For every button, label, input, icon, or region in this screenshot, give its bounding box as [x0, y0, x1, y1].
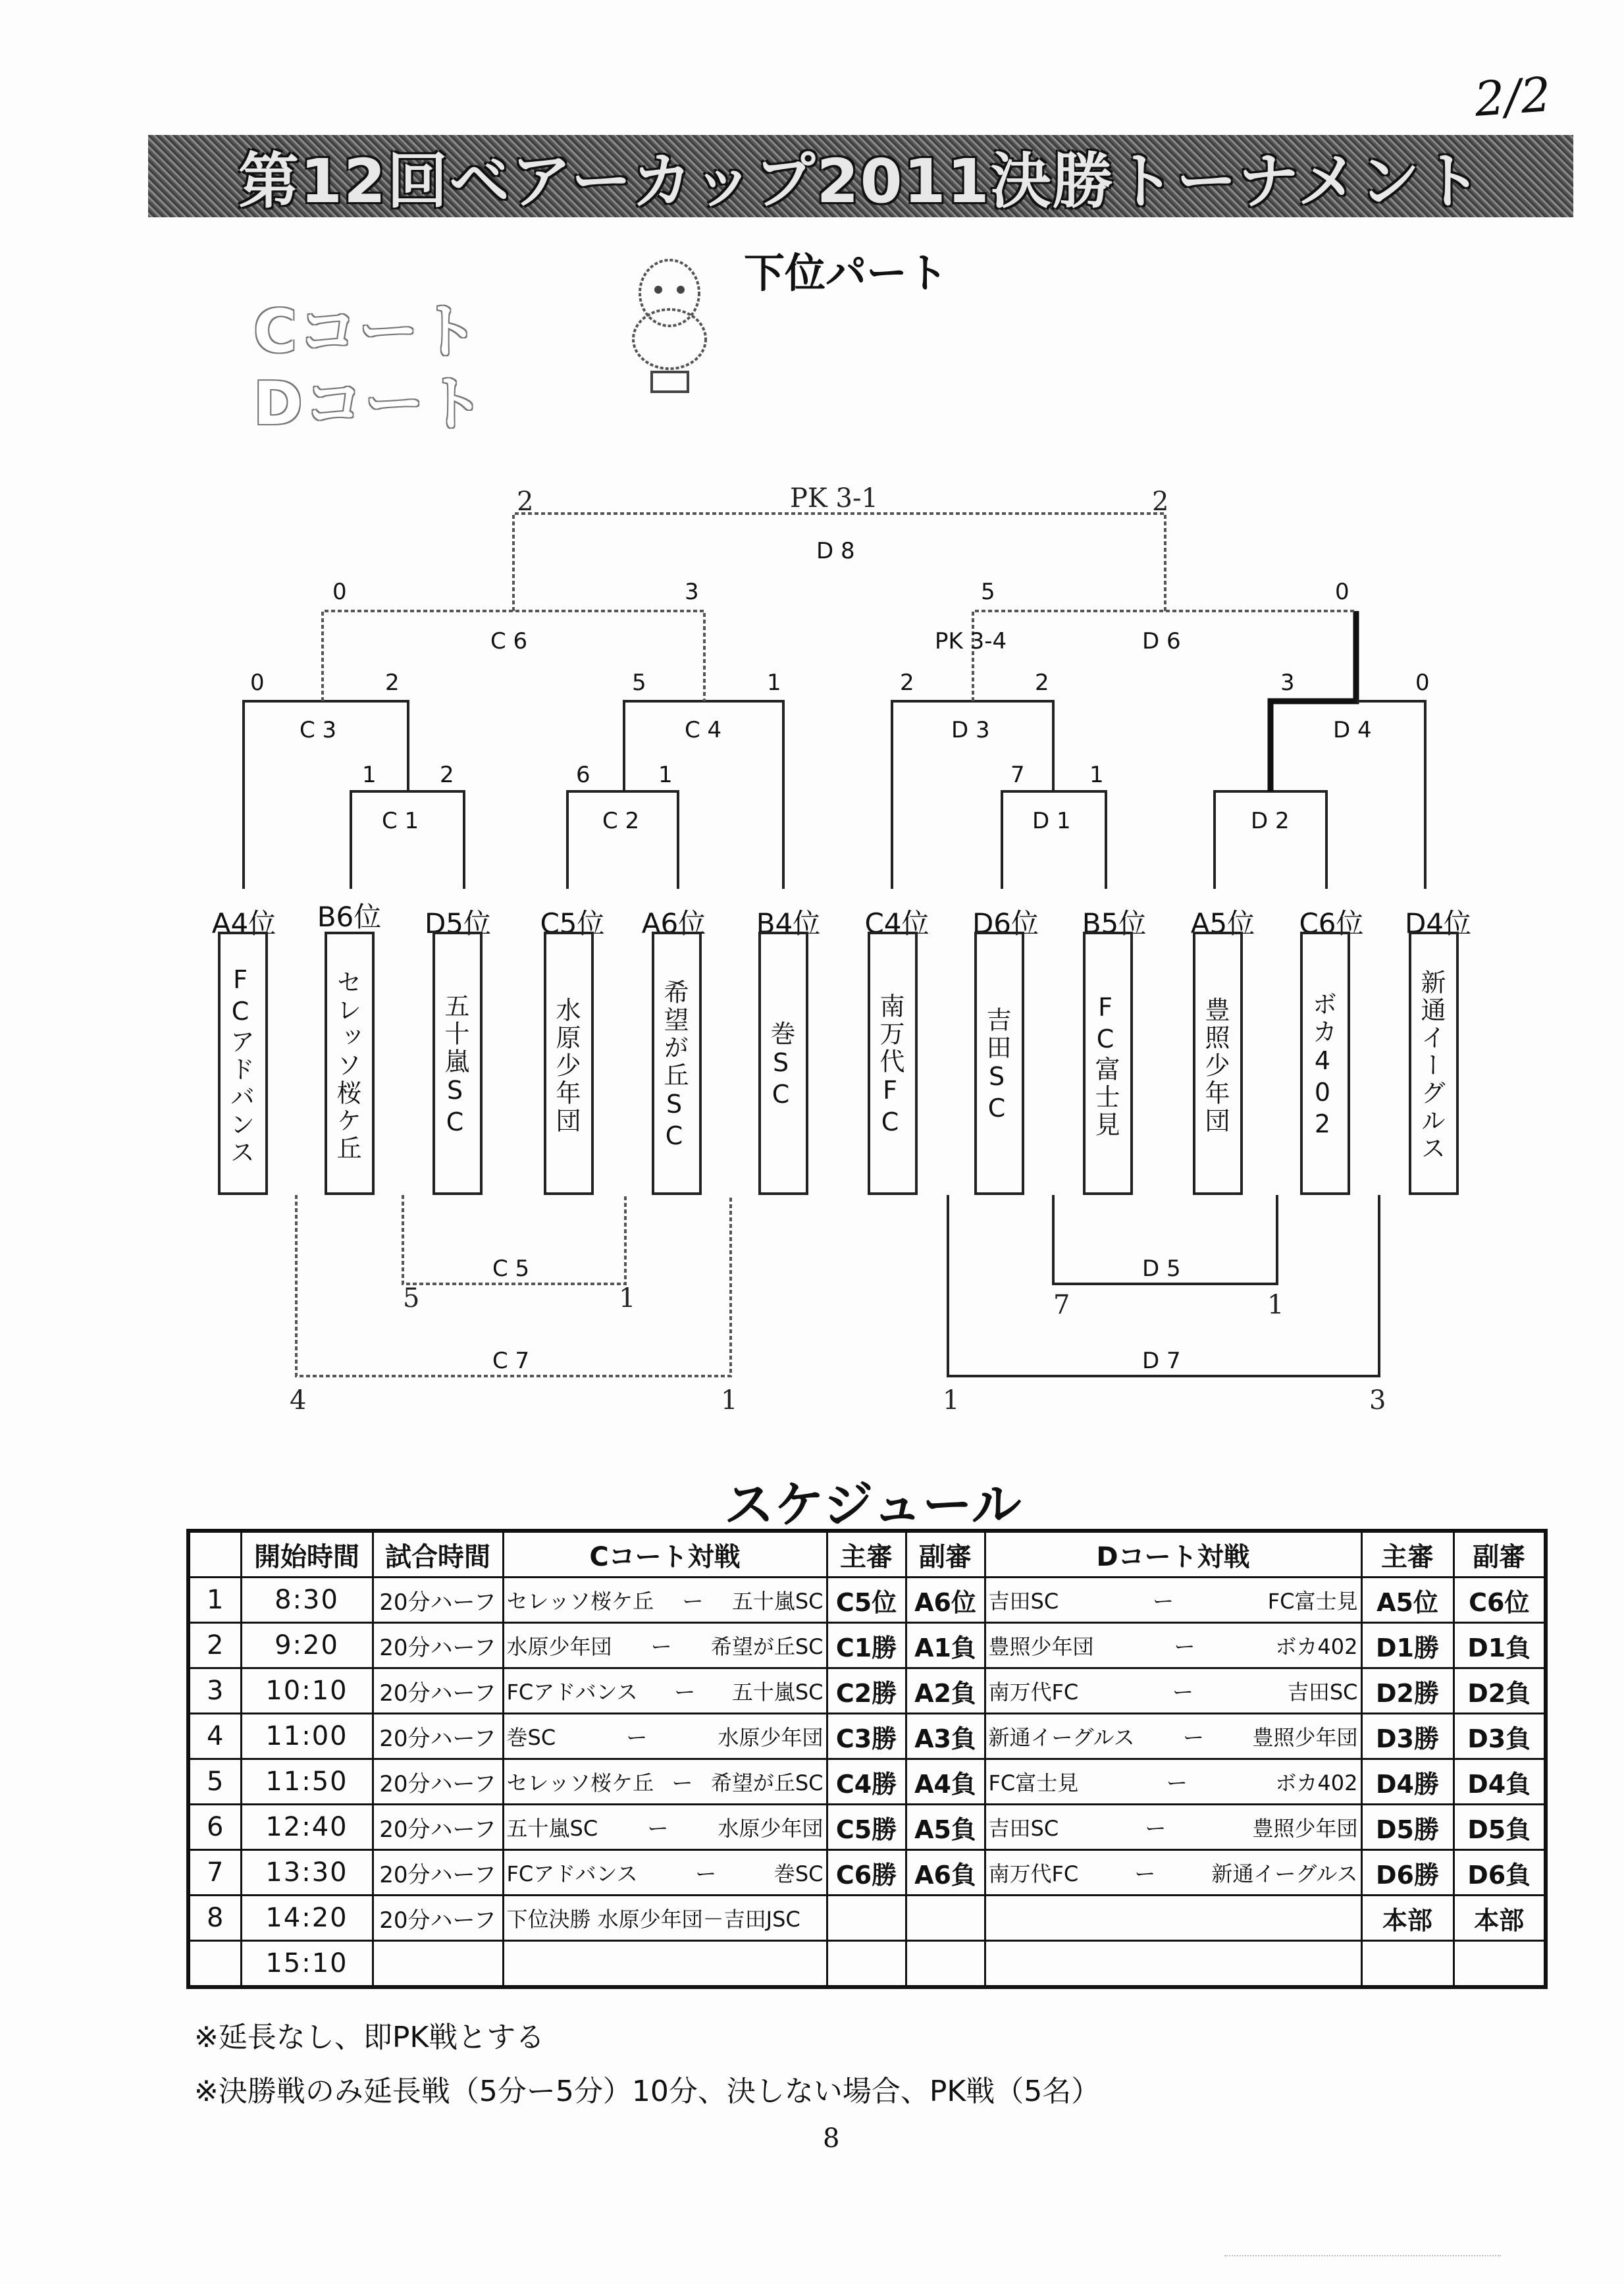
score-c1-right: 2 [440, 762, 454, 788]
team-name: 南万代FC [868, 932, 918, 1195]
d-home-team: 吉田SC [988, 1816, 1059, 1841]
schedule-title: スケジュール [724, 1475, 1022, 1534]
row-c-assistant [906, 1896, 985, 1941]
d-separator: ー [1134, 1861, 1156, 1886]
row-number: 7 [188, 1850, 241, 1896]
team-name: ボカ402 [1300, 932, 1350, 1195]
team-rank: C4位 [864, 907, 930, 940]
header-no [188, 1531, 241, 1578]
bracket-d1 [1002, 791, 1106, 889]
bracket-c6 [323, 611, 704, 701]
team-name: 新通イーグルス [1409, 932, 1459, 1195]
c-home-team: セレッソ桜ケ丘 [506, 1589, 654, 1614]
d-home-team: 吉田SC [988, 1589, 1059, 1614]
c-separator: ー [695, 1861, 717, 1886]
d-home-team: FC富士見 [988, 1770, 1079, 1795]
note-final-extension: ※決勝戦のみ延長戦（5分ー5分）10分、決しない場合、PK戦（5名） [194, 2075, 1101, 2108]
row-d-match [985, 1759, 1361, 1805]
row-format: 20分ハーフ [373, 1668, 503, 1714]
scan-edge-mark [1224, 2255, 1501, 2276]
team-name: 吉田SC [974, 932, 1024, 1195]
c-away-team: 五十嵐SC [731, 1589, 824, 1614]
team-name: 豊照少年団 [1193, 932, 1243, 1195]
header-referee: 主審 [827, 1531, 906, 1578]
row-d-referee: D2勝 [1361, 1668, 1454, 1714]
row-c-referee: C5位 [827, 1578, 906, 1623]
score-c7-right: 1 [721, 1385, 738, 1416]
score-c2-left: 6 [576, 762, 590, 788]
row-d-assistant: D4負 [1454, 1759, 1546, 1805]
row-format: 20分ハーフ [373, 1578, 503, 1623]
c-separator: ー [674, 1680, 696, 1705]
row-c-referee: C6勝 [827, 1850, 906, 1896]
c-away-team: 希望が丘SC [710, 1634, 824, 1659]
table-row [188, 1578, 1546, 1623]
row-d-assistant [1454, 1941, 1546, 1988]
row-d-referee: D5勝 [1361, 1805, 1454, 1850]
c-separator: ー [671, 1770, 693, 1795]
row-c-referee: C1勝 [827, 1623, 906, 1668]
row-number: 2 [188, 1623, 241, 1668]
row-number: 5 [188, 1759, 241, 1805]
table-row [188, 1759, 1546, 1805]
row-c-referee [827, 1896, 906, 1941]
table-row [188, 1805, 1546, 1850]
bracket-d4 [1270, 611, 1356, 791]
row-d-assistant: D6負 [1454, 1850, 1546, 1896]
c-home-team: 水原少年団 [506, 1634, 612, 1659]
score-d1-left: 7 [1010, 762, 1025, 788]
d-home-team: 豊照少年団 [988, 1634, 1094, 1659]
score-d1-right: 1 [1089, 762, 1104, 788]
score-c1-left: 1 [362, 762, 377, 788]
bracket-d6 [973, 611, 1356, 701]
label-d1: D 1 [1032, 808, 1071, 834]
row-c-match [503, 1896, 827, 1941]
row-format: 20分ハーフ [373, 1850, 503, 1896]
row-d-referee: D1勝 [1361, 1623, 1454, 1668]
pk-d6: PK 3-4 [935, 628, 1007, 654]
row-c-assistant: A6位 [906, 1578, 985, 1623]
row-format: 20分ハーフ [373, 1759, 503, 1805]
label-d4: D 4 [1333, 717, 1372, 743]
d-separator: ー [1183, 1725, 1205, 1750]
row-start-time: 8:30 [241, 1578, 373, 1623]
team-rank: D4位 [1404, 907, 1472, 940]
score-c3-right: 2 [385, 670, 400, 696]
score-d7-left: 1 [943, 1385, 960, 1416]
header-match-time: 試合時間 [373, 1531, 503, 1578]
d-home-team: 新通イーグルス [988, 1725, 1135, 1750]
score-d7-right: 3 [1369, 1385, 1386, 1416]
c-home-team: FCアドバンス [506, 1861, 638, 1886]
score-d8-left: 2 [517, 487, 534, 517]
d-away-team: ボカ402 [1275, 1634, 1358, 1659]
table-row [188, 1850, 1546, 1896]
label-d3: D 3 [951, 717, 990, 743]
team-rank: C5位 [540, 907, 605, 940]
team-rank: A6位 [641, 907, 706, 940]
score-c6-left: 0 [332, 579, 347, 605]
label-c6: C 6 [490, 628, 528, 654]
page-number: 8 [823, 2123, 840, 2154]
d-separator: ー [1145, 1816, 1166, 1841]
table-row [188, 1668, 1546, 1714]
row-number: 1 [188, 1578, 241, 1623]
row-d-match [985, 1941, 1361, 1988]
team-rank: B4位 [756, 907, 821, 940]
table-row [188, 1896, 1546, 1941]
row-c-assistant: A6負 [906, 1850, 985, 1896]
row-c-assistant: A5負 [906, 1805, 985, 1850]
team-name: FCアドバンス [218, 932, 268, 1195]
team-rank: D6位 [972, 907, 1039, 940]
header-assistant: 副審 [906, 1531, 985, 1578]
score-c6-right: 3 [685, 579, 699, 605]
d-separator: ー [1174, 1634, 1195, 1659]
row-c-referee: C4勝 [827, 1759, 906, 1805]
table-header-row [188, 1531, 1546, 1578]
row-c-referee: C2勝 [827, 1668, 906, 1714]
c-home-team: 下位決勝 水原少年団－吉田JSC [506, 1907, 800, 1932]
team-rank: A4位 [211, 907, 276, 940]
score-c2-right: 1 [658, 762, 673, 788]
label-c1: C 1 [382, 808, 419, 834]
row-start-time: 11:50 [241, 1759, 373, 1805]
row-number: 6 [188, 1805, 241, 1850]
row-start-time: 9:20 [241, 1623, 373, 1668]
court-c-label: Cコート [253, 297, 481, 366]
c-separator: ー [682, 1589, 704, 1614]
row-c-referee [827, 1941, 906, 1988]
row-start-time: 15:10 [241, 1941, 373, 1988]
c-home-team: FCアドバンス [506, 1680, 638, 1705]
c-away-team: 希望が丘SC [710, 1770, 824, 1795]
page-title: 第12回ベアーカップ2011決勝トーナメント [238, 146, 1483, 217]
score-c5-right: 1 [619, 1283, 636, 1314]
row-c-match [503, 1668, 827, 1714]
c-away-team: 五十嵐SC [731, 1680, 824, 1705]
team-name: 巻SC [758, 932, 808, 1195]
bracket-c1 [351, 791, 464, 889]
score-d5-right: 1 [1267, 1290, 1284, 1320]
header-start-time: 開始時間 [241, 1531, 373, 1578]
team-name: 水原少年団 [544, 932, 594, 1195]
row-number: 4 [188, 1714, 241, 1759]
score-d8-right: 2 [1152, 487, 1169, 517]
label-c5: C 5 [492, 1256, 530, 1282]
score-d5-left: 7 [1053, 1290, 1070, 1320]
schedule-table [186, 1529, 1548, 1989]
row-d-assistant: D3負 [1454, 1714, 1546, 1759]
header-d-court: Dコート対戦 [985, 1531, 1361, 1578]
page-mark: 2/2 [1473, 66, 1553, 127]
schedule-body [188, 1578, 1546, 1988]
score-d3-right: 2 [1035, 670, 1049, 696]
d-away-team: 豊照少年団 [1252, 1816, 1358, 1841]
row-d-assistant: 本部 [1454, 1896, 1546, 1941]
row-number: 3 [188, 1668, 241, 1714]
team-rank: A5位 [1190, 907, 1255, 940]
header-c-court: Cコート対戦 [503, 1531, 827, 1578]
d-away-team: 吉田SC [1287, 1680, 1358, 1705]
row-c-assistant [906, 1941, 985, 1988]
row-d-match [985, 1714, 1361, 1759]
row-d-assistant: D1負 [1454, 1623, 1546, 1668]
row-d-referee [1361, 1941, 1454, 1988]
score-d6-right: 0 [1335, 579, 1349, 605]
row-format: 20分ハーフ [373, 1623, 503, 1668]
team-rank: D5位 [424, 907, 492, 940]
team-rank: B6位 [317, 901, 382, 933]
label-d5: D 5 [1142, 1256, 1181, 1282]
c-home-team: 巻SC [506, 1725, 556, 1750]
row-d-match [985, 1668, 1361, 1714]
row-c-match [503, 1805, 827, 1850]
d-separator: ー [1152, 1589, 1174, 1614]
d-home-team: 南万代FC [988, 1680, 1079, 1705]
score-c3-left: 0 [250, 670, 265, 696]
bracket-d2 [1215, 791, 1326, 889]
score-c7-left: 4 [290, 1385, 307, 1416]
score-c4-left: 5 [632, 670, 646, 696]
label-d7: D 7 [1142, 1348, 1181, 1374]
table-row [188, 1623, 1546, 1668]
row-number [188, 1941, 241, 1988]
row-format [373, 1941, 503, 1988]
table-row [188, 1941, 1546, 1988]
c-home-team: セレッソ桜ケ丘 [506, 1770, 654, 1795]
c-separator: ー [650, 1634, 672, 1659]
c-separator: ー [626, 1725, 648, 1750]
score-d6-left: 5 [981, 579, 995, 605]
label-c4: C 4 [685, 717, 722, 743]
team-name: 希望が丘SC [652, 932, 702, 1195]
row-start-time: 11:00 [241, 1714, 373, 1759]
row-d-match [985, 1623, 1361, 1668]
score-c4-right: 1 [767, 670, 781, 696]
team-name: FC富士見 [1083, 932, 1133, 1195]
row-c-assistant: A4負 [906, 1759, 985, 1805]
header-assistant-d: 副審 [1454, 1531, 1546, 1578]
bracket-c2 [567, 791, 678, 889]
team-name: 五十嵐SC [432, 932, 483, 1195]
row-d-assistant: D2負 [1454, 1668, 1546, 1714]
row-start-time: 14:20 [241, 1896, 373, 1941]
row-d-match [985, 1805, 1361, 1850]
label-d2: D 2 [1251, 808, 1290, 834]
pk-d8: PK 3-1 [790, 483, 878, 514]
c-away-team: 巻SC [773, 1861, 824, 1886]
row-d-match [985, 1896, 1361, 1941]
label-c2: C 2 [602, 808, 640, 834]
team-rank: B5位 [1082, 907, 1147, 940]
row-d-assistant: D5負 [1454, 1805, 1546, 1850]
d-separator: ー [1166, 1770, 1188, 1795]
row-d-assistant: C6位 [1454, 1578, 1546, 1623]
row-d-referee: D3勝 [1361, 1714, 1454, 1759]
row-d-referee: 本部 [1361, 1896, 1454, 1941]
team-name: セレッソ桜ケ丘 [325, 932, 375, 1195]
table-row [188, 1714, 1546, 1759]
row-d-referee: D6勝 [1361, 1850, 1454, 1896]
c-away-team: 水原少年団 [718, 1816, 824, 1841]
row-c-match [503, 1850, 827, 1896]
score-c5-left: 5 [403, 1283, 420, 1314]
label-d8: D 8 [816, 538, 855, 564]
d-away-team: 豊照少年団 [1252, 1725, 1358, 1750]
row-start-time: 13:30 [241, 1850, 373, 1896]
score-d4-left: 3 [1280, 670, 1295, 696]
row-c-match [503, 1941, 827, 1988]
d-away-team: FC富士見 [1267, 1589, 1358, 1614]
score-d3-left: 2 [900, 670, 914, 696]
row-c-match [503, 1623, 827, 1668]
subtitle: 下位パート [744, 249, 949, 297]
row-format: 20分ハーフ [373, 1896, 503, 1941]
c-home-team: 五十嵐SC [506, 1816, 598, 1841]
row-d-referee: D4勝 [1361, 1759, 1454, 1805]
row-d-referee: A5位 [1361, 1578, 1454, 1623]
note-no-extension: ※延長なし、即PK戦とする [194, 2021, 545, 2054]
row-c-referee: C5勝 [827, 1805, 906, 1850]
row-c-assistant: A3負 [906, 1714, 985, 1759]
row-c-assistant: A1負 [906, 1623, 985, 1668]
label-c3: C 3 [300, 717, 337, 743]
row-d-match [985, 1850, 1361, 1896]
row-c-assistant: A2負 [906, 1668, 985, 1714]
score-d4-right: 0 [1415, 670, 1430, 696]
row-number: 8 [188, 1896, 241, 1941]
c-separator: ー [647, 1816, 669, 1841]
row-start-time: 12:40 [241, 1805, 373, 1850]
header-referee-d: 主審 [1361, 1531, 1454, 1578]
label-d6: D 6 [1142, 628, 1181, 654]
row-c-match [503, 1759, 827, 1805]
team-rank: C6位 [1299, 907, 1364, 940]
d-separator: ー [1172, 1680, 1194, 1705]
row-format: 20分ハーフ [373, 1714, 503, 1759]
d-away-team: ボカ402 [1275, 1770, 1358, 1795]
row-c-match [503, 1578, 827, 1623]
d-away-team: 新通イーグルス [1211, 1861, 1358, 1886]
d-home-team: 南万代FC [988, 1861, 1079, 1886]
row-c-match [503, 1714, 827, 1759]
label-c7: C 7 [492, 1348, 530, 1374]
row-c-referee: C3勝 [827, 1714, 906, 1759]
row-format: 20分ハーフ [373, 1805, 503, 1850]
row-start-time: 10:10 [241, 1668, 373, 1714]
c-away-team: 水原少年団 [718, 1725, 824, 1750]
court-d-label: Dコート [253, 369, 486, 438]
row-d-match [985, 1578, 1361, 1623]
